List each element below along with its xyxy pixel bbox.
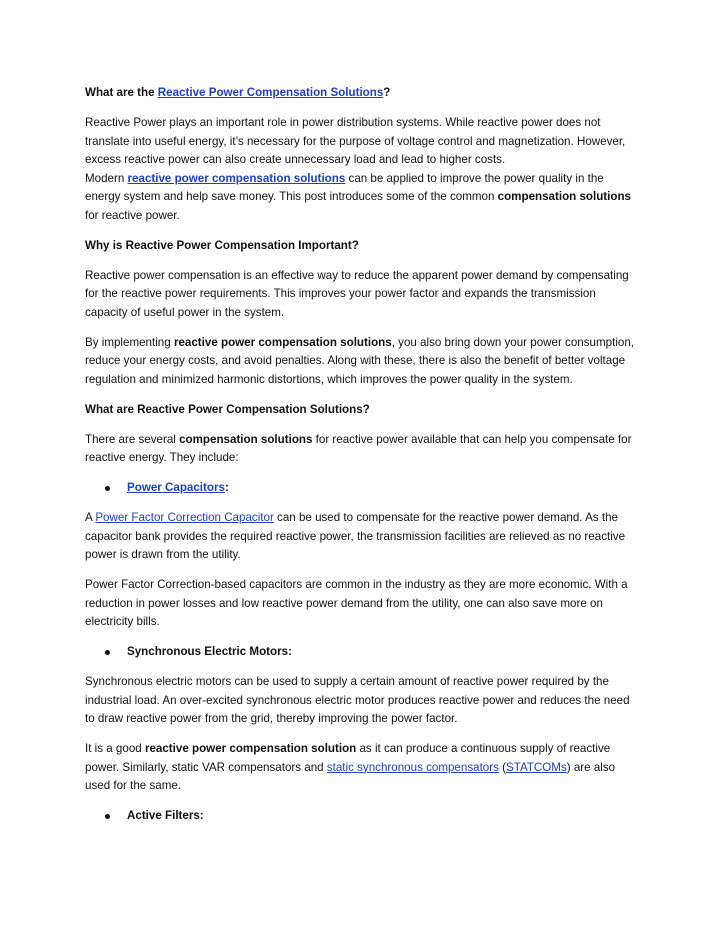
several-text-2: for reactive power available that can help you compensate for reactive energy. They include:: [85, 432, 632, 464]
paragraph-intro: [85, 114, 637, 225]
document-body: [85, 84, 637, 837]
paragraph-why: Reactive power compensation is an effective way to reduce the apparent power demand by compensating for the reactive power requirements. This improves your power factor and expands the transmission capacity of useful power in the system.: [85, 268, 629, 319]
link-reactive-power-compensation-solutions[interactable]: Reactive Power Compensation Solutions: [157, 86, 384, 99]
bold-compensation-solutions-2: compensation solutions: [179, 432, 313, 446]
heading-why-important: Why is Reactive Power Compensation Important?: [85, 238, 359, 252]
good-text-3: (: [498, 760, 506, 774]
list-item-suffix: :: [224, 481, 229, 494]
heading-suffix: ?: [383, 86, 391, 99]
bullet-icon: [105, 486, 110, 491]
list-item-active-filters: [85, 807, 637, 826]
pfc-text-2: can be used to compensate for the reactive power demand. As the capacitor bank provides the required reactive power, the transmission facilities are relieved as no reactive power is drawn from the utility.: [85, 511, 626, 561]
several-text: There are several: [85, 432, 180, 446]
link-statcoms[interactable]: STATCOMs: [506, 760, 567, 774]
intro-text: Reactive Power plays an important role in power distribution systems. While reactive power does not translate into useful energy, it’s necessary for the purpose of voltage control and magnetization. However, excess reactive power can also create unnecessary load and lead to higher costs.: [85, 116, 626, 166]
heading-text: What are the: [85, 86, 158, 99]
bullet-icon: [105, 650, 110, 655]
link-reactive-power-compensation-solutions-inline[interactable]: reactive power compensation solutions: [127, 171, 346, 185]
list-item-label: Active Filters:: [127, 809, 204, 822]
link-static-synchronous-compensators[interactable]: static synchronous compensators: [326, 760, 499, 774]
bullet-icon: [105, 814, 110, 819]
bold-rpc-solution: reactive power compensation solution: [144, 742, 357, 755]
list-item-power-capacitors: [85, 479, 637, 498]
intro-text-4: for reactive power.: [85, 208, 180, 222]
heading-what-are-solutions: [85, 84, 637, 103]
paragraph-synchronous: Synchronous electric motors can be used to supply a certain amount of reactive power required by the industrial load. An over-excited synchronous electric motor produces reactive power and reduces the need to draw reactive power from the grid, thereby improving the power factor.: [85, 675, 630, 725]
good-text-2: as it can produce a continuous supply of reactive power. Similarly, static VAR compensators and: [85, 742, 611, 774]
paragraph-benefits: [85, 334, 637, 390]
paragraph-pfc-capacitor: [85, 509, 637, 565]
paragraph-pfc-based: Power Factor Correction-based capacitors are common in the industry as they are more economic. With a reduction in power losses and low reactive power demand from the utility, one can also save more on electricity bills.: [85, 578, 628, 628]
heading-solutions: What are Reactive Power Compensation Solutions?: [85, 402, 370, 416]
benefits-text: By implementing: [85, 335, 174, 349]
link-power-capacitors[interactable]: Power Capacitors: [127, 481, 225, 494]
intro-text-3: can be applied to improve the power quality in the energy system and help save money. This post introduces some of the common: [85, 171, 604, 203]
link-power-factor-correction-capacitor[interactable]: Power Factor Correction Capacitor: [95, 511, 274, 524]
list-item-label: Synchronous Electric Motors:: [127, 645, 292, 658]
bold-compensation-solutions: compensation solutions: [497, 190, 631, 203]
list-item-synchronous-motors: [85, 643, 637, 662]
pfc-text: A: [85, 511, 96, 524]
good-text: It is a good: [85, 742, 145, 755]
intro-text-2: Modern: [85, 171, 128, 185]
paragraph-good-solution: [85, 740, 637, 796]
benefits-text-2: , you also bring down your power consumption, reduce your energy costs, and avoid penalties. Along with these, there is also the benefit of better voltage regulation and minimized harmonic distortions, which improves the power quality in the system.: [85, 335, 635, 386]
paragraph-several: [85, 431, 637, 468]
good-text-4: ) are also used for the same.: [85, 760, 616, 792]
bold-rpc-solutions: reactive power compensation solutions: [173, 335, 392, 349]
